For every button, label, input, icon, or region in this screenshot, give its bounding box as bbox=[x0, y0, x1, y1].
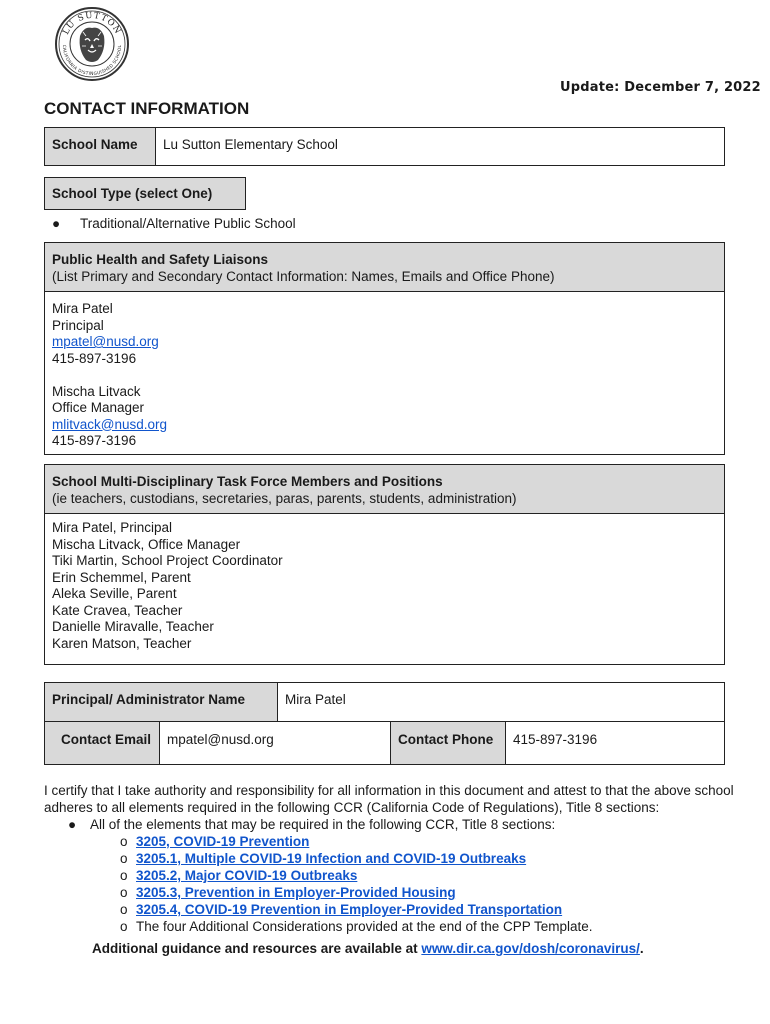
regulation-item bbox=[44, 884, 744, 901]
circle-bullet-icon: o bbox=[120, 885, 128, 900]
liaisons-header bbox=[45, 243, 724, 291]
logo-text: LU SUTTON bbox=[61, 10, 123, 37]
school-name-table bbox=[44, 127, 725, 166]
member-item: Kate Cravea, Teacher bbox=[52, 602, 183, 618]
circle-bullet-icon: o bbox=[120, 868, 128, 883]
certification-bullet bbox=[44, 816, 744, 833]
member-item: Aleka Seville, Parent bbox=[52, 586, 177, 601]
contact-name: Mira Patel bbox=[52, 301, 113, 316]
member-item: Mira Patel, Principal bbox=[52, 520, 173, 535]
contact-role: Principal bbox=[52, 317, 104, 333]
dosh-coronavirus-link[interactable]: www.dir.ca.gov/dosh/coronavirus/ bbox=[421, 941, 640, 956]
contact-phone-value: 415-897-3196 bbox=[513, 732, 598, 747]
principal-table bbox=[44, 682, 725, 765]
member-item: Danielle Miravalle, Teacher bbox=[52, 619, 214, 634]
principal-name-value: Mira Patel bbox=[285, 692, 346, 707]
circle-bullet-icon: o bbox=[120, 919, 128, 934]
regulation-item bbox=[44, 918, 744, 935]
school-seal-logo bbox=[54, 6, 130, 82]
school-type-box bbox=[44, 177, 246, 210]
task-force-table bbox=[44, 464, 725, 665]
page-title: CONTACT INFORMATION bbox=[44, 99, 250, 118]
member-item: Mischa Litvack, Office Manager bbox=[52, 536, 241, 552]
principal-name-label: Principal/ Administrator Name bbox=[45, 683, 277, 721]
certification-bullet-text: All of the elements that may be required in the following CCR, Title 8 sections: bbox=[90, 817, 556, 832]
bullet-icon: ● bbox=[52, 216, 61, 231]
task-force-members bbox=[45, 514, 290, 659]
member-item: Karen Matson, Teacher bbox=[52, 635, 192, 651]
contact-email-link[interactable]: mlitvack@nusd.org bbox=[52, 416, 167, 432]
contact-phone: 415-897-3196 bbox=[52, 350, 137, 366]
regulation-link[interactable]: 3205.2, Major COVID-19 Outbreaks bbox=[136, 868, 358, 883]
circle-bullet-icon: o bbox=[120, 902, 128, 917]
regulation-link[interactable]: 3205, COVID-19 Prevention bbox=[136, 834, 310, 849]
contact-email-label: Contact Email bbox=[45, 722, 159, 764]
school-type-label: School Type (select One) bbox=[52, 186, 213, 201]
regulation-link[interactable]: 3205.1, Multiple COVID-19 Infection and COVID-19 Outbreaks bbox=[136, 851, 527, 866]
school-type-value: Traditional/Alternative Public School bbox=[80, 216, 296, 231]
certification-section bbox=[44, 782, 744, 957]
regulation-item bbox=[44, 833, 744, 850]
contact-email-link[interactable]: mpatel@nusd.org bbox=[52, 334, 159, 349]
task-force-subheading: (ie teachers, custodians, secretaries, paras, parents, students, administration) bbox=[52, 490, 517, 506]
contact-role: Office Manager bbox=[52, 400, 145, 415]
bullet-icon: ● bbox=[68, 817, 77, 832]
additional-considerations-text: The four Additional Considerations provided at the end of the CPP Template. bbox=[136, 919, 593, 934]
regulation-item bbox=[44, 901, 744, 918]
liaisons-subheading: (List Primary and Secondary Contact Information: Names, Emails and Office Phone) bbox=[52, 268, 555, 284]
liaisons-table bbox=[44, 242, 725, 455]
logo-ring-text: CALIFORNIA DISTINGUISHED SCHOOL bbox=[60, 44, 124, 78]
circle-bullet-icon: o bbox=[120, 851, 128, 866]
school-name-value: Lu Sutton Elementary School bbox=[163, 137, 338, 152]
contact-phone: 415-897-3196 bbox=[52, 433, 137, 448]
circle-bullet-icon: o bbox=[120, 834, 128, 849]
member-item: Erin Schemmel, Parent bbox=[52, 569, 191, 585]
liaisons-heading: Public Health and Safety Liaisons bbox=[52, 252, 269, 267]
additional-guidance bbox=[44, 940, 744, 957]
certification-statement: I certify that I take authority and responsibility for all information in this document and attest to that the above school adheres to all elements required in the following CCR (California Code of Regulations), Title 8 sections: bbox=[44, 783, 734, 815]
update-date: Update: December 7, 2022 bbox=[560, 80, 761, 95]
contact-name: Mischa Litvack bbox=[52, 383, 141, 399]
regulation-link[interactable]: 3205.3, Prevention in Employer-Provided Housing bbox=[136, 885, 456, 900]
school-name-label: School Name bbox=[45, 128, 155, 165]
contact-phone-label: Contact Phone bbox=[391, 722, 505, 764]
additional-guidance-suffix: . bbox=[639, 941, 644, 956]
member-item: Tiki Martin, School Project Coordinator bbox=[52, 553, 283, 568]
contact-email-value: mpatel@nusd.org bbox=[167, 732, 274, 747]
task-force-header bbox=[45, 465, 724, 513]
additional-guidance-text: Additional guidance and resources are available at bbox=[92, 941, 422, 956]
liaisons-contacts bbox=[45, 292, 174, 457]
regulation-link[interactable]: 3205.4, COVID-19 Prevention in Employer-Provided Transportation bbox=[136, 902, 563, 917]
task-force-heading: School Multi-Disciplinary Task Force Members and Positions bbox=[52, 474, 443, 489]
regulation-item bbox=[44, 867, 744, 884]
regulation-item bbox=[44, 850, 744, 867]
